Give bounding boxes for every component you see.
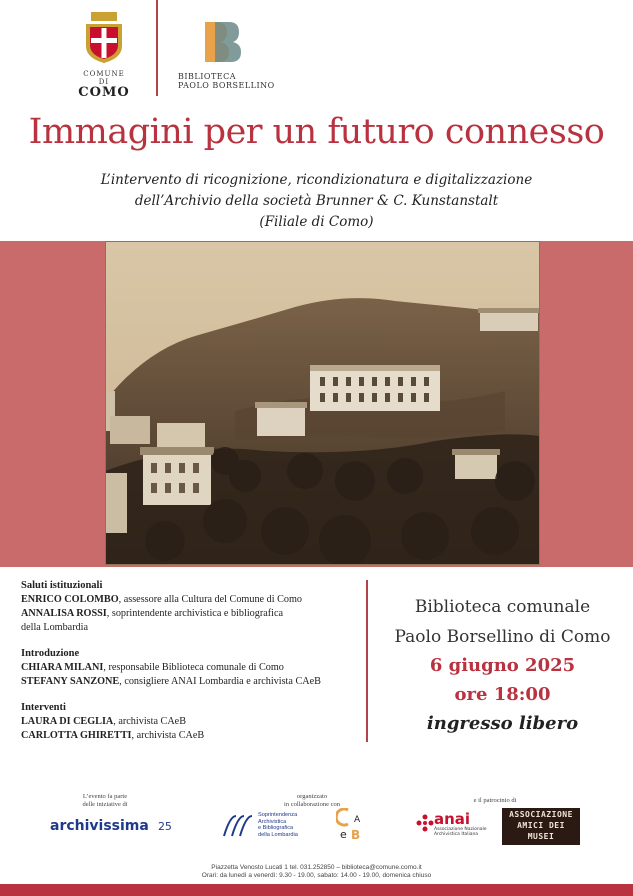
speaker-role: , assessore alla Cultura del Comune di Como bbox=[118, 594, 302, 605]
como-label: COMO bbox=[78, 85, 130, 100]
bottom-accent-bar bbox=[0, 884, 633, 896]
saluti-speaker-2-cont: della Lombardia bbox=[21, 622, 89, 633]
speaker-name: CARLOTTA GHIRETTI bbox=[21, 730, 132, 741]
subtitle-line-2: dell’Archivio della società Brunner & C. Kunstanstalt bbox=[134, 193, 499, 209]
speaker-name: LAURA DI CEGLIA bbox=[21, 716, 114, 727]
venue-line-1: Biblioteca comunale bbox=[414, 597, 591, 617]
caeb-logo-icon bbox=[336, 808, 366, 842]
vertical-divider bbox=[366, 580, 368, 742]
svg-text:e: e bbox=[340, 828, 347, 841]
evento-caption-line-1: L’evento fa parte bbox=[82, 793, 128, 800]
subtitle-line-1: L’intervento di ricognizione, ricondizionatura e digitalizzazione bbox=[100, 172, 533, 188]
speaker-role: , archivista CAeB bbox=[131, 730, 205, 741]
anai-logo bbox=[434, 812, 504, 837]
archivissima-number: 25 bbox=[157, 820, 172, 833]
soprintendenza-label bbox=[258, 812, 328, 838]
biblioteca-label: BIBLIOTECA bbox=[178, 72, 237, 81]
speaker-name: ANNALISA ROSSI bbox=[21, 608, 107, 619]
program-section bbox=[21, 579, 361, 743]
speaker-role: , responsabile Biblioteca comunale di Como bbox=[103, 662, 284, 673]
interventi-speaker-2 bbox=[21, 729, 361, 743]
amici-line-3: MUSEI bbox=[527, 832, 555, 841]
anai-flower-icon bbox=[416, 814, 434, 832]
amici-line-1: ASSOCIAZIONE bbox=[509, 810, 573, 819]
speaker-role: , archivista CAeB bbox=[113, 716, 186, 727]
saluti-heading: Saluti istituzionali bbox=[21, 580, 103, 591]
speaker-role: , soprintendente archivistica e bibliografica bbox=[106, 608, 284, 619]
event-time: ore 18:00 bbox=[454, 684, 551, 705]
como-crest-icon bbox=[82, 12, 126, 64]
sab-line-1: Soprintendenza bbox=[258, 812, 298, 818]
svg-text:A: A bbox=[354, 815, 361, 825]
intro-speaker-2 bbox=[21, 675, 361, 689]
saluti-speaker-2 bbox=[21, 607, 361, 621]
comune-di-como-logo bbox=[78, 12, 130, 100]
free-entry: ingresso libero bbox=[426, 713, 579, 734]
anai-sub-line-1: Associazione Nazionale bbox=[434, 827, 487, 832]
sab-line-2: Archivistica bbox=[258, 818, 287, 825]
organizzato-caption-line-1: organizzato bbox=[296, 793, 328, 800]
intro-speaker-1 bbox=[21, 661, 361, 675]
paolo-borsellino-label: PAOLO BORSELLINO bbox=[178, 81, 275, 90]
organizzato-caption bbox=[262, 793, 362, 809]
biblioteca-logo bbox=[178, 20, 275, 90]
event-date: 6 giugno 2025 bbox=[429, 655, 576, 676]
organizzato-caption-line-2: in collaborazione con bbox=[284, 801, 340, 808]
sab-line-4: della Lombardia bbox=[258, 831, 298, 838]
speaker-name: ENRICO COLOMBO bbox=[21, 594, 119, 605]
speaker-name: STEFANY SANZONE bbox=[21, 676, 120, 687]
archivissima-word: archivissima bbox=[50, 818, 149, 834]
venue-line-2: Paolo Borsellino di Como bbox=[394, 627, 611, 647]
footer-address: Piazzetta Venosto Lucati 1 tel. 031.252850 – biblioteca@comune.como.it bbox=[211, 864, 422, 871]
comune-di-label: COMUNE DI bbox=[83, 70, 125, 86]
saluti-speaker-1 bbox=[21, 593, 361, 607]
bb-monogram-icon bbox=[197, 20, 245, 64]
historic-photo-villa-hillside bbox=[105, 241, 540, 565]
subtitle-line-3: (Filiale di Como) bbox=[259, 214, 374, 230]
anai-word: anai bbox=[434, 810, 471, 828]
interventi-speaker-1 bbox=[21, 715, 361, 729]
svg-text:B: B bbox=[351, 828, 361, 842]
page-title: Immagini per un futuro connesso bbox=[28, 112, 605, 152]
amici-musei-logo bbox=[502, 808, 580, 845]
footer-hours: Orari: da lunedì a venerdì: 9.30 - 19.00, sabato: 14.00 - 19.00, domenica chiuso bbox=[201, 872, 432, 879]
evento-caption bbox=[60, 793, 150, 809]
amici-line-2: AMICI DEI bbox=[517, 821, 565, 830]
footer-contacts bbox=[0, 864, 633, 880]
soprintendenza-sab-icon bbox=[220, 812, 256, 840]
header-divider bbox=[156, 0, 158, 96]
evento-caption-line-2: delle iniziative di bbox=[82, 801, 128, 808]
archivissima-logo bbox=[50, 815, 180, 834]
intro-heading: Introduzione bbox=[21, 648, 80, 659]
patrocinio-caption: e il patrocinio di bbox=[473, 797, 517, 804]
speaker-role: , consigliere ANAI Lombardia e archivista CAeB bbox=[119, 676, 321, 687]
sab-line-3: e Bibliografica bbox=[258, 825, 294, 831]
speaker-name: CHIARA MILANI bbox=[21, 662, 104, 673]
subtitle bbox=[40, 170, 593, 233]
anai-sub-line-2: Archivistica Italiana bbox=[434, 832, 479, 837]
interventi-heading: Interventi bbox=[21, 702, 66, 713]
